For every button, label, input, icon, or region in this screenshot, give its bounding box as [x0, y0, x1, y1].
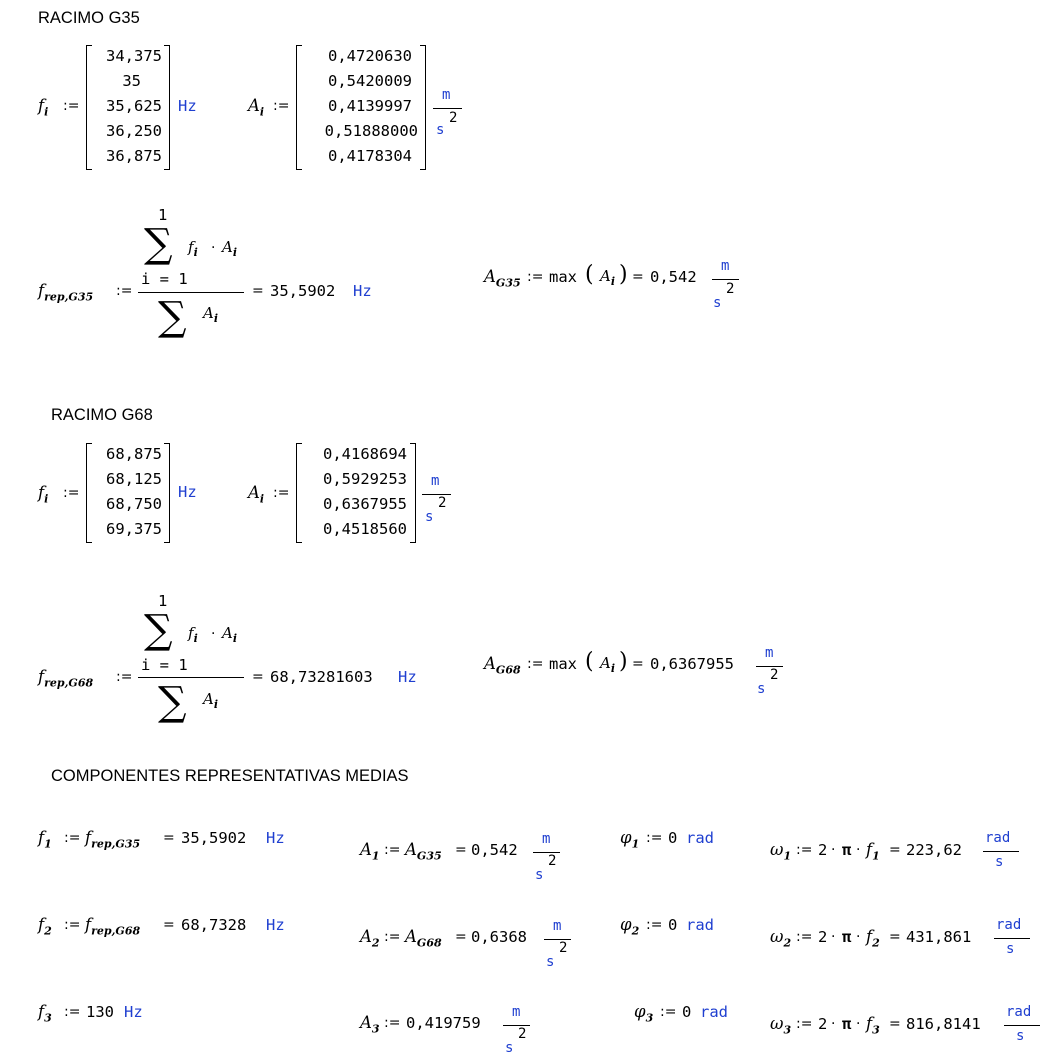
vector-cell: 0,4139997	[328, 97, 412, 115]
unit-hz: Hz	[178, 483, 197, 501]
f-1-result: 35,5902	[181, 829, 247, 847]
a-1-label: $A_1$	[360, 840, 380, 863]
a-g35-label: $A_{G35}$	[484, 267, 521, 290]
f-i-label: $f_i$	[38, 96, 49, 119]
assign-operator: :=	[116, 283, 133, 299]
a-g68-label: $A_{G68}$	[484, 654, 521, 677]
left-bracket	[86, 45, 92, 170]
right-bracket	[164, 443, 170, 543]
unit-hz: Hz	[266, 916, 285, 934]
omega-3-result: 816,8141	[906, 1015, 981, 1033]
unit-hz: Hz	[266, 829, 285, 847]
f-rep-g68-label: $f_{rep,G68}$	[38, 667, 94, 690]
f-2-label: $f_2$	[38, 915, 52, 938]
f-3-value: 130	[86, 1003, 114, 1021]
omega-1-result: 223,62	[906, 841, 962, 859]
f-3-label: $f_3$	[38, 1002, 52, 1025]
frep-g68-result: 68,73281603	[270, 668, 373, 686]
phi-3-label: $\varphi_3$	[634, 1002, 654, 1025]
left-bracket	[86, 443, 92, 543]
vector-cell: 0,4720630	[328, 47, 412, 65]
pi-symbol: π	[842, 841, 852, 859]
f-rep-g35-label: $f_{rep,G35}$	[38, 281, 94, 304]
a-g35-result: 0,542	[650, 268, 697, 286]
vector-cell: 0,51888000	[324, 122, 418, 140]
vector-cell: 0,6367955	[323, 495, 407, 513]
a-i-label: $A_i$	[248, 96, 265, 119]
omega-2-result: 431,861	[906, 928, 972, 946]
a-2-label: $A_2$	[360, 927, 380, 950]
a-2-result: 0,6368	[471, 928, 527, 946]
frep-g35-result: 35,5902	[270, 282, 336, 300]
assign-operator: :=	[273, 98, 290, 114]
unit-hz: Hz	[178, 97, 197, 115]
vector-cell: 68,875	[106, 445, 162, 463]
right-bracket	[410, 443, 416, 543]
max-function: max	[549, 268, 577, 286]
f-1-label: $f_1$	[38, 828, 52, 851]
unit-rad: rad	[686, 916, 714, 934]
unit-hz: Hz	[353, 282, 372, 300]
vector-cell: 68,750	[106, 495, 162, 513]
pi-symbol: π	[842, 1015, 852, 1033]
vector-cell: 36,250	[106, 122, 162, 140]
vector-cell: 69,375	[106, 520, 162, 538]
unit-hz: Hz	[124, 1003, 143, 1021]
vector-cell: 35,625	[106, 97, 162, 115]
vector-cell: 36,875	[106, 147, 162, 165]
phi-3-value: 0	[682, 1003, 692, 1021]
unit-rad: rad	[686, 829, 714, 847]
phi-1-value: 0	[668, 829, 678, 847]
phi-1-label: $\varphi_1$	[620, 828, 640, 851]
vector-cell: 0,5420009	[328, 72, 412, 90]
vector-cell: 0,4168694	[323, 445, 407, 463]
phi-2-value: 0	[668, 916, 678, 934]
right-bracket	[420, 45, 426, 170]
f-i-label: $f_i$	[38, 483, 49, 506]
pi-symbol: π	[842, 928, 852, 946]
right-bracket	[164, 45, 170, 170]
omega-3-label: $\omega_3$	[770, 1014, 792, 1037]
phi-2-label: $\varphi_2$	[620, 915, 640, 938]
section-heading-g35: RACIMO G35	[38, 9, 140, 27]
omega-2-label: $\omega_2$	[770, 927, 792, 950]
components-heading: COMPONENTES REPRESENTATIVAS MEDIAS	[51, 767, 409, 785]
max-function: max	[549, 655, 577, 673]
unit-rad: rad	[700, 1003, 728, 1021]
vector-cell: 35	[122, 72, 141, 90]
vector-cell: 68,125	[106, 470, 162, 488]
f-2-result: 68,7328	[181, 916, 247, 934]
a-3-label: $A_3$	[360, 1013, 380, 1036]
vector-cell: 0,5929253	[323, 470, 407, 488]
a-i-label: $A_i$	[248, 483, 265, 506]
a-3-value: 0,419759	[406, 1014, 481, 1032]
vector-cell: 0,4518560	[323, 520, 407, 538]
omega-1-label: $\omega_1$	[770, 840, 792, 863]
vector-cell: 34,375	[106, 47, 162, 65]
vector-cell: 0,4178304	[328, 147, 412, 165]
section-heading-g68: RACIMO G68	[51, 406, 153, 424]
a-g68-result: 0,6367955	[650, 655, 734, 673]
unit-hz: Hz	[398, 668, 417, 686]
a-1-result: 0,542	[471, 841, 518, 859]
assign-operator: :=	[63, 98, 80, 114]
